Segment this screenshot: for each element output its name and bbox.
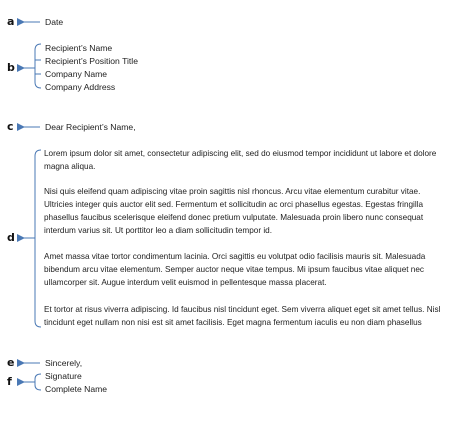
company-address: Company Address: [45, 82, 116, 92]
body-paragraph-4: [44, 304, 466, 330]
paragraph-line: magna aliqua.: [44, 161, 96, 171]
paragraph-line: interdum varius sit. Ut porttitor leo a diam sollicitudin tempor id.: [44, 225, 272, 235]
label-c: c: [7, 120, 14, 133]
recipient-position: Recipient’s Position Title: [45, 56, 138, 66]
bracket-b: [35, 44, 41, 88]
paragraph-line: Lorem ipsum dolor sit amet, consectetur adipiscing elit, sed do eiusmod tempor incididunt ut labore et dolore: [44, 149, 437, 158]
salutation: Dear Recipient’s Name,: [45, 122, 136, 132]
complete-name: Complete Name: [45, 384, 108, 394]
label-d: d: [7, 231, 15, 244]
company-name: Company Name: [45, 69, 108, 79]
body-paragraph-2: [44, 186, 466, 238]
paragraph-line: Nisi quis eleifend quam adipiscing vitae proin sagittis nisl rhoncus. Arcu vitae elementum curabitur vitae.: [44, 187, 421, 196]
paragraph-line: Amet massa vitae tortor condimentum lacinia. Orci sagittis eu volutpat odio facilisis mauris sit. Malesuada: [44, 252, 426, 261]
label-f: f: [7, 375, 12, 388]
paragraph-line: bibendum arcu vitae elementum. Semper auctor neque vitae tempus. Mi ipsum faucibus vitae aliquet nec: [44, 264, 425, 274]
closing: Sincerely,: [45, 358, 83, 368]
bracket-d: [35, 150, 41, 327]
paragraph-line: ullamcorper sit. Augue interdum velit euismod in pellentesque massa placerat.: [44, 277, 327, 287]
body-paragraph-1: [44, 148, 466, 174]
paragraph-line: tincidunt eget nullam non nisi est sit amet facilisis. Eget magna fermentum iaculis eu non diam phasellus: [44, 317, 422, 327]
date-text: Date: [45, 17, 64, 27]
recipient-name: Recipient’s Name: [45, 43, 113, 53]
paragraph-line: phasellus faucibus scelerisque eleifend donec pretium vulputate. Malesuada proin libero nunc consequat: [44, 212, 424, 222]
bracket-f: [35, 374, 41, 390]
label-a: a: [7, 15, 15, 28]
body-paragraph-3: [44, 251, 466, 290]
label-b: b: [7, 61, 15, 74]
paragraph-line: Ultricies integer quis auctor elit sed. Fermentum et sollicitudin ac orci phasellus egestas. Egestas fringilla: [44, 199, 424, 209]
signature-line: Signature: [45, 371, 82, 381]
label-e: e: [7, 356, 15, 369]
paragraph-line: Et tortor at risus viverra adipiscing. Id faucibus nisl tincidunt eget. Sem viverra aliquet eget sit amet tellus. Nisl: [44, 305, 441, 314]
